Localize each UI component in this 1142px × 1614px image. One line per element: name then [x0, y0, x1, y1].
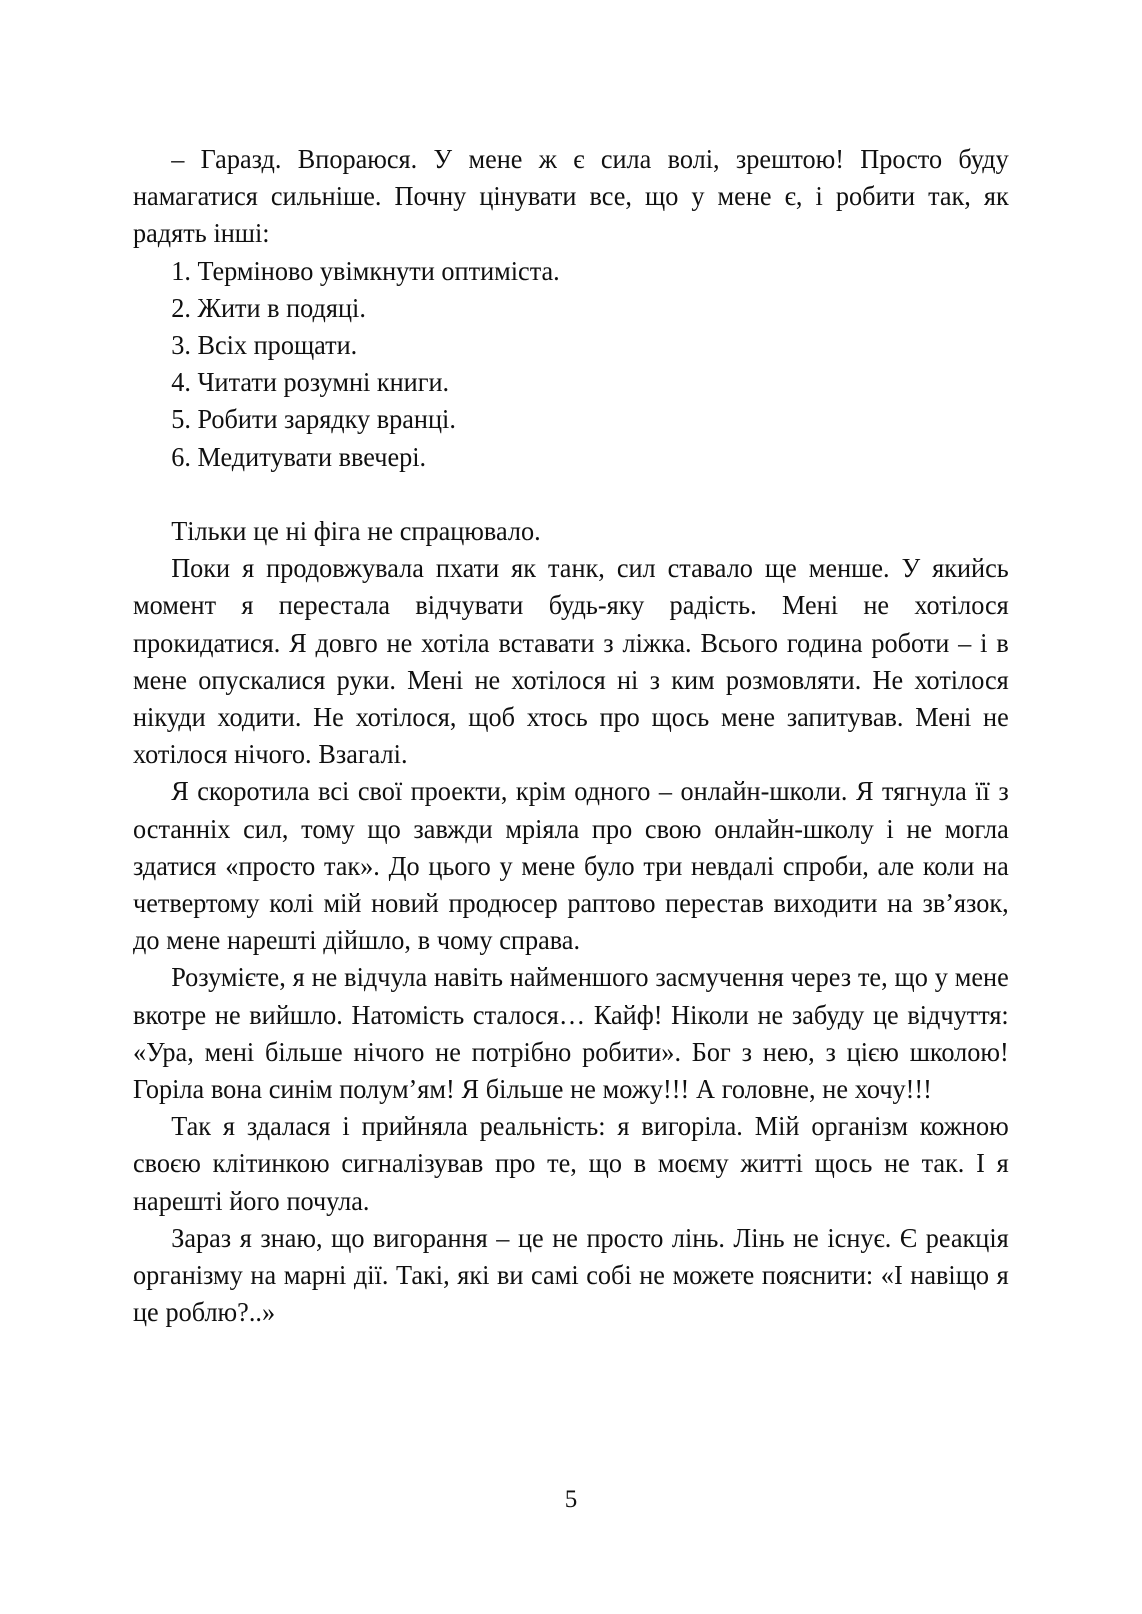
paragraph-losing-strength: Поки я продовжувала пхати як танк, сил ставало ще менше. У якийсь момент я перестала відчувати будь-яку радість. Мені не хотілося прокидатися. Я довго не хотіла вставати з ліжка. Всього година роботи – і в мене опускалися руки. Мені не хотілося ні з ким розмовляти. Не хотілося нікуди ходити. Не хотілося, щоб хтось про щось мене запитував. Мені не хотілося нічого. Взагалі.: [133, 552, 1009, 770]
text-column: [133, 140, 1009, 1330]
paragraph-didnt-work: Тільки це ні фіга не спрацювало.: [171, 515, 541, 547]
list-item: 6. Медитувати ввечері.: [171, 440, 427, 472]
paragraph-relief: Розумієте, я не відчула навіть найменшого засмучення через те, що у мене вкотре не вийшло. Натомість сталося… Кайф! Ніколи не забуду це відчуття: «Ура, мені більше нічого не потрібно робити». Бог з нею, з цією школою! Горіла вона синім полум’ям! Я більше не можу!!! А головне, не хочу!!!: [133, 961, 1009, 1105]
paragraph-burnout-accepted: Так я здалася і прийняла реальність: я вигоріла. Мій організм кожною своєю клітинкою сигналізував про те, що в моєму житті щось не так. І я нарешті його почула.: [133, 1110, 1009, 1216]
numbered-list: [133, 252, 1009, 475]
list-item: 1. Терміново увімкнути оптиміста.: [171, 254, 560, 286]
paragraph-intro: – Гаразд. Впораюся. У мене ж є сила волі, зрештою! Просто буду намагатися сильніше. Почну цінувати все, що у мене є, і робити так, як радять інші:: [133, 143, 1009, 249]
list-item: 2. Жити в подяці.: [171, 291, 366, 323]
paragraph-laziness: Зараз я знаю, що вигорання – це не просто лінь. Лінь не існує. Є реакція організму на марні дії. Такі, які ви самі собі не можете пояснити: «І навіщо я це роблю?..»: [133, 1221, 1009, 1328]
paragraph-online-school: Я скоротила всі свої проекти, крім одного – онлайн-школи. Я тягнула її з останніх сил, тому що завжди мріяла про свою онлайн-школу і не могла здатися «просто так». До цього у мене було три невдалі спроби, але коли на четвертому колі мій новий продюсер раптово перестав виходити на зв’язок, до мене нарешті дійшло, в чому справа.: [133, 775, 1009, 956]
list-item: 4. Читати розумні книги.: [171, 366, 450, 398]
list-item: 5. Робити зарядку вранці.: [171, 403, 456, 435]
paragraph-spacer: [133, 475, 1009, 512]
page-number: 5: [564, 1486, 578, 1513]
list-item: 3. Всіх прощати.: [171, 329, 358, 361]
